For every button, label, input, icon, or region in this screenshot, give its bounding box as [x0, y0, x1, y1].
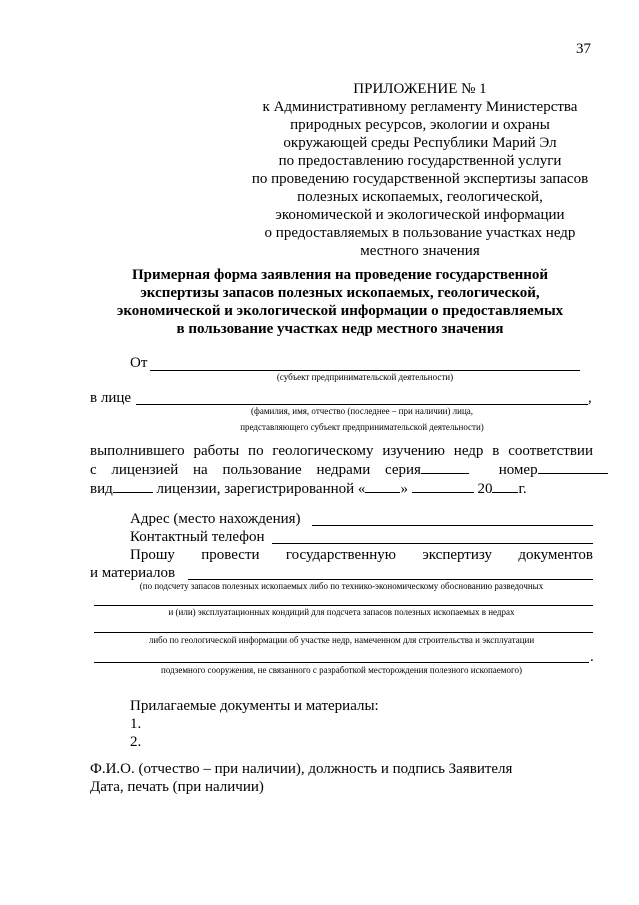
attachment-item-1: 1.: [130, 716, 142, 732]
request-line-2: и материалов: [90, 565, 176, 581]
person-hint-2: представляющего субъект предпринимательской деятельности): [240, 422, 484, 432]
request-field-line-4[interactable]: [94, 662, 589, 663]
license-type-field[interactable]: [113, 491, 153, 493]
request-field-line-3[interactable]: [94, 632, 593, 633]
license-type-label: вид: [90, 481, 113, 497]
phone-label: Контактный телефон: [130, 529, 265, 545]
license-number-label: номер: [498, 462, 538, 478]
attachment-item-2: 2.: [130, 734, 142, 750]
request-hint-3: либо по геологической информации об участке недр, намеченном для строительства и эксплуатации: [148, 635, 535, 645]
appendix-title: ПРИЛОЖЕНИЕ № 1: [353, 81, 487, 97]
license-registered-label: лицензии, зарегистрированной «: [156, 481, 366, 497]
appendix-line: полезных ископаемых, геологической,: [297, 189, 543, 205]
license-series-field[interactable]: [421, 472, 469, 474]
appendix-line: местного значения: [360, 243, 480, 259]
request-hint-1: (по подсчету запасов полезных ископаемых либо по технико-экономическому обоснованию разведочных: [139, 581, 544, 591]
license-series-label: с лицензией на пользование недрами серия: [90, 462, 421, 478]
from-hint: (субъект предпринимательской деятельности): [276, 372, 454, 382]
license-quote-close: »: [400, 481, 408, 497]
appendix-line: по проведению государственной экспертизы запасов: [251, 171, 589, 187]
person-field-line[interactable]: [136, 404, 588, 405]
request-word: документов: [518, 547, 593, 563]
appendix-line: природных ресурсов, экологии и охраны: [290, 117, 550, 133]
request-field-line-2[interactable]: [94, 605, 593, 606]
request-hint-2: и (или) эксплуатационных кондиций для подсчета запасов полезных ископаемых в недрах: [168, 607, 515, 617]
request-field-line-1[interactable]: [188, 579, 593, 580]
license-line-3: [90, 480, 527, 498]
person-hint-1: (фамилия, имя, отчество (последнее – при наличии) лица,: [251, 406, 473, 416]
appendix-line: экономической и экологической информации: [275, 207, 565, 223]
form-title-line: экспертизы запасов полезных ископаемых, геологической,: [140, 285, 540, 301]
license-year-suffix: г.: [518, 481, 527, 497]
appendix-line: к Административному регламенту Министерства: [262, 99, 578, 115]
request-word: Прошу: [130, 547, 175, 563]
from-field-line[interactable]: [150, 370, 580, 371]
date-stamp-line: Дата, печать (при наличии): [90, 779, 264, 795]
request-word: государственную: [285, 547, 396, 563]
page-number: 37: [576, 41, 591, 57]
license-month-field[interactable]: [412, 491, 474, 493]
appendix-block: [240, 80, 600, 260]
license-year-prefix: 20: [477, 481, 493, 497]
address-label: Адрес (место нахождения): [130, 511, 301, 527]
person-label: в лице: [90, 390, 132, 406]
address-field-line[interactable]: [312, 525, 593, 526]
appendix-line: о предоставляемых в пользование участках недр: [264, 225, 576, 241]
attachments-title: Прилагаемые документы и материалы:: [130, 698, 379, 714]
request-word: провести: [201, 547, 260, 563]
license-line-2: [90, 461, 593, 479]
appendix-line: по предоставлению государственной услуги: [278, 153, 562, 169]
form-title-line: в пользование участках недр местного значения: [176, 321, 504, 337]
license-day-field[interactable]: [365, 491, 400, 493]
form-title-line: экономической и экологической информации о предоставляемых: [116, 303, 564, 319]
request-word: экспертизу: [422, 547, 493, 563]
license-line-1: выполнившего работы по геологическому изучению недр в соответствии: [90, 443, 593, 459]
appendix-line: окружающей среды Республики Марий Эл: [283, 135, 557, 151]
person-comma: ,: [588, 390, 592, 406]
from-label: От: [130, 355, 148, 371]
form-title-line: Примерная форма заявления на проведение государственной: [131, 267, 549, 283]
request-end-dot: .: [590, 649, 594, 665]
form-title: [90, 266, 590, 338]
phone-field-line[interactable]: [272, 543, 593, 544]
license-year-field[interactable]: [492, 491, 518, 493]
license-number-field[interactable]: [538, 472, 608, 474]
signature-line: Ф.И.О. (отчество – при наличии), должность и подпись Заявителя: [90, 761, 513, 777]
request-line-1: [130, 546, 593, 564]
request-hint-4: подземного сооружения, не связанного с разработкой месторождения полезного ископаемого): [161, 665, 522, 675]
